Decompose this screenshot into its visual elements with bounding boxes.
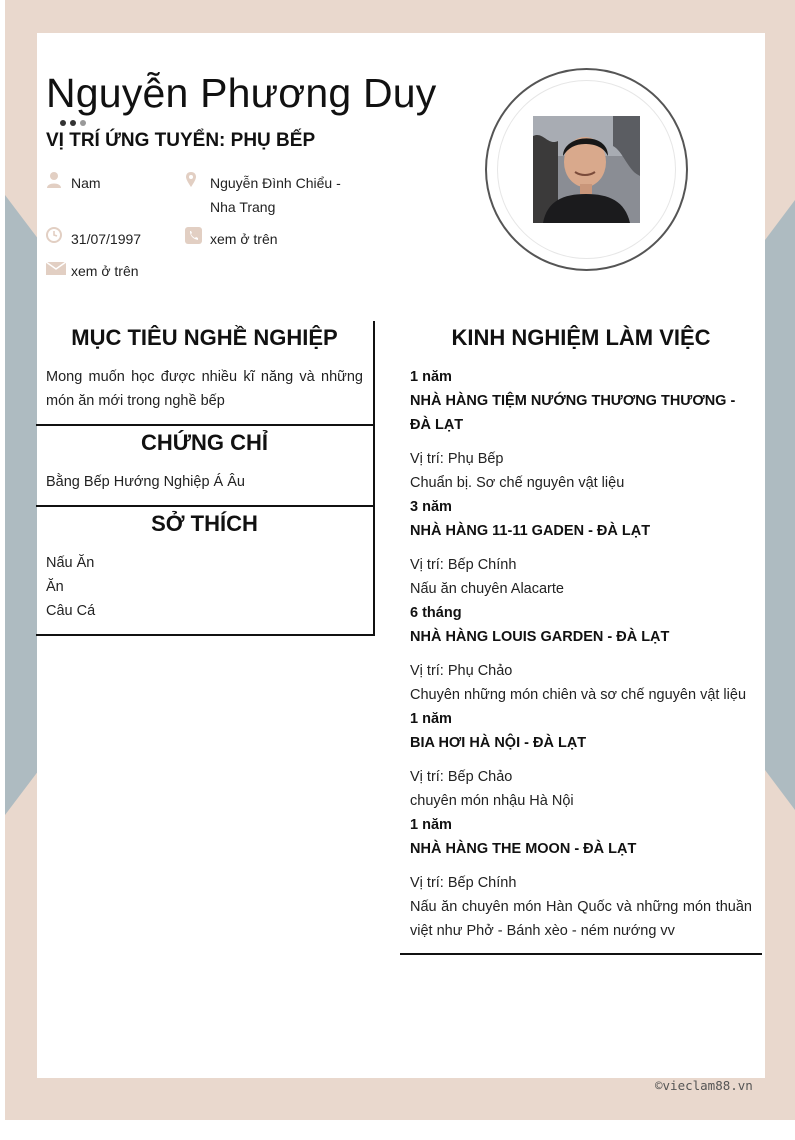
job-role: Vị trí: Phụ Bếp xyxy=(410,451,504,467)
job-duration: 1 năm xyxy=(410,817,452,833)
user-icon xyxy=(46,171,64,189)
address-line-2: Nha Trang xyxy=(210,199,276,215)
address-line-1: Nguyễn Đình Chiểu - xyxy=(210,175,341,191)
envelope-icon xyxy=(46,259,66,277)
job-description: Chuẩn bị. Sơ chế nguyên vật liệu xyxy=(410,475,625,491)
job-description: Nấu ăn chuyên món Hàn Quốc và những món thuần việt như Phở - Bánh xèo - ném nướng vv xyxy=(410,899,752,939)
clock-icon xyxy=(46,227,64,245)
phone-value: xem ở trên xyxy=(210,231,278,247)
objective-text: Mong muốn học được nhiều kĩ năng và những món ăn mới trong nghề bếp xyxy=(46,369,363,409)
job-entry xyxy=(410,813,752,943)
objective-title: MỤC TIÊU NGHỀ NGHIỆP xyxy=(71,325,338,350)
job-company: BIA HƠI HÀ NỘI - ĐÀ LẠT xyxy=(410,735,587,751)
candidate-name: Nguyễn Phương Duy xyxy=(46,70,437,116)
hobby-item: Câu Cá xyxy=(46,603,96,619)
certificate-text: Bằng Bếp Hướng Nghiệp Á Âu xyxy=(46,474,245,490)
job-role: Vị trí: Phụ Chảo xyxy=(410,663,513,679)
left-accent-band xyxy=(5,195,39,815)
experience-title: KINH NGHIỆM LÀM VIỆC xyxy=(451,325,711,350)
left-column xyxy=(36,321,375,636)
certificate-title: CHỨNG CHỈ xyxy=(140,430,269,455)
decorative-dots xyxy=(60,120,86,126)
job-role: Vị trí: Bếp Chính xyxy=(410,557,517,573)
job-company: NHÀ HÀNG LOUIS GARDEN - ĐÀ LẠT xyxy=(410,629,670,645)
job-company: NHÀ HÀNG THE MOON - ĐÀ LẠT xyxy=(410,841,637,857)
hobby-item: Ăn xyxy=(46,579,64,595)
experience-section xyxy=(400,321,762,955)
job-duration: 1 năm xyxy=(410,711,452,727)
applied-position: VỊ TRÍ ỨNG TUYỂN: PHỤ BẾP xyxy=(46,130,316,151)
job-duration: 1 năm xyxy=(410,369,452,385)
avatar-photo xyxy=(533,116,640,223)
watermark: ©vieclam88.vn xyxy=(655,1078,753,1093)
job-entry xyxy=(410,365,752,495)
right-accent-band xyxy=(765,200,795,810)
gender-value: Nam xyxy=(71,175,101,191)
objective-section xyxy=(36,321,375,426)
job-description: Chuyên những món chiên và sơ chế nguyên vật liệu xyxy=(410,687,747,703)
job-entry xyxy=(410,707,752,813)
phone-icon xyxy=(185,227,203,245)
job-entry xyxy=(410,495,752,601)
hobby-item: Nấu Ăn xyxy=(46,555,95,571)
job-company: NHÀ HÀNG 11-11 GADEN - ĐÀ LẠT xyxy=(410,523,651,539)
job-description: chuyên món nhậu Hà Nội xyxy=(410,793,574,809)
birthdate-value: 31/07/1997 xyxy=(71,231,142,247)
job-role: Vị trí: Bếp Chính xyxy=(410,875,517,891)
certificate-section xyxy=(36,426,375,507)
job-duration: 3 năm xyxy=(410,499,452,515)
email-value: xem ở trên xyxy=(71,263,139,279)
job-role: Vị trí: Bếp Chảo xyxy=(410,769,513,785)
job-duration: 6 tháng xyxy=(410,605,462,621)
hobby-section xyxy=(36,507,375,636)
job-description: Nấu ăn chuyên Alacarte xyxy=(410,581,564,597)
map-pin-icon xyxy=(185,171,203,189)
job-entry xyxy=(410,601,752,707)
hobby-title: SỞ THÍCH xyxy=(151,511,258,536)
job-company: NHÀ HÀNG TIỆM NƯỚNG THƯƠNG THƯƠNG - ĐÀ LẠT xyxy=(410,393,736,433)
